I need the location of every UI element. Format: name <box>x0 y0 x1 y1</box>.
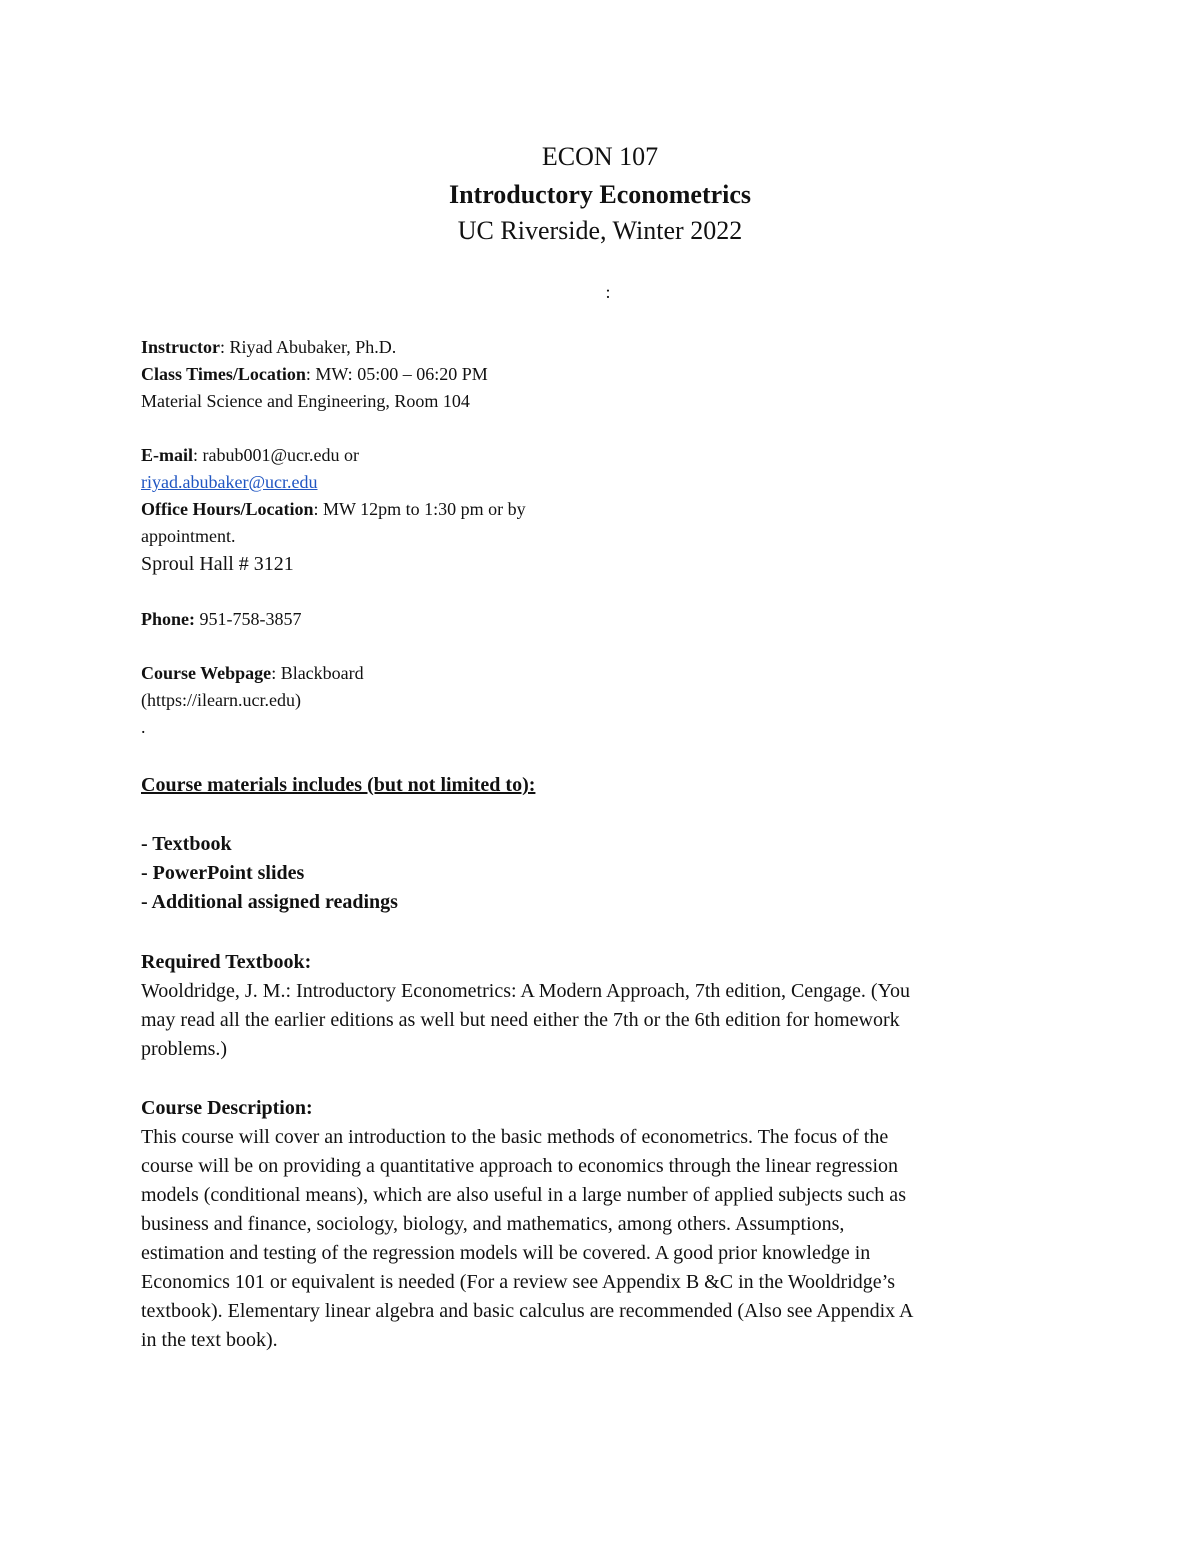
instructor-line <box>141 334 526 361</box>
materials-list <box>141 830 1061 917</box>
separator-mark: : <box>605 282 611 302</box>
textbook-heading: Required Textbook: <box>141 951 312 973</box>
spacer <box>141 579 526 606</box>
textbook-line: Wooldridge, J. M.: Introductory Econometrics: A Modern Approach, 7th edition, Cengage. (You <box>141 980 911 1002</box>
materials-section <box>141 771 1061 917</box>
email-link-line <box>141 469 526 496</box>
list-item: - Additional assigned readings <box>141 891 398 913</box>
instructor-label: Instructor <box>141 337 220 357</box>
phone-line <box>141 606 526 633</box>
description-line: course will be on providing a quantitative approach to economics through the linear regression <box>141 1155 899 1177</box>
description-line: Economics 101 or equivalent is needed (For a review see Appendix B &C in the Wooldridge’s <box>141 1271 895 1293</box>
office-hours-line <box>141 496 526 523</box>
instructor-value: : Riyad Abubaker, Ph.D. <box>220 337 397 357</box>
webpage-dot: . <box>141 717 146 737</box>
spacer <box>141 633 526 660</box>
description-line: textbook). Elementary linear algebra and basic calculus are recommended (Also see Appendix A <box>141 1300 914 1322</box>
list-item: - Textbook <box>141 833 232 855</box>
course-title: Introductory Econometrics <box>448 180 752 209</box>
webpage-value: : Blackboard <box>271 663 364 683</box>
description-heading: Course Description: <box>141 1097 313 1119</box>
textbook-section <box>141 948 1061 1064</box>
email-label: E-mail <box>141 445 193 465</box>
description-section <box>141 1094 1061 1355</box>
description-line: estimation and testing of the regression models will be covered. A good prior knowledge in <box>141 1242 871 1264</box>
class-times-line <box>141 361 526 388</box>
webpage-line <box>141 660 526 687</box>
materials-heading: Course materials includes (but not limited to): <box>141 774 536 796</box>
description-line: models (conditional means), which are also useful in a large number of applied subjects such as <box>141 1184 906 1206</box>
office-room: Sproul Hall # 3121 <box>141 553 294 575</box>
webpage-label: Course Webpage <box>141 663 272 683</box>
class-times-label: Class Times/Location <box>141 364 306 384</box>
phone-value: 951-758-3857 <box>195 609 302 629</box>
spacer <box>141 800 1061 830</box>
description-line: This course will cover an introduction to the basic methods of econometrics. The focus of the <box>141 1126 889 1148</box>
class-room: Material Science and Engineering, Room 104 <box>141 391 470 411</box>
textbook-line: problems.) <box>141 1038 228 1060</box>
instructor-info-block <box>141 334 526 741</box>
textbook-line: may read all the earlier editions as well but need either the 7th or the 6th edition for homework <box>141 1009 900 1031</box>
webpage-url: (https://ilearn.ucr.edu) <box>141 690 301 710</box>
office-hours-label: Office Hours/Location <box>141 499 314 519</box>
email-link[interactable]: riyad.abubaker@ucr.edu <box>141 472 318 492</box>
class-times-value: : MW: 05:00 – 06:20 PM <box>305 364 488 384</box>
email-line <box>141 442 526 469</box>
spacer <box>141 415 526 442</box>
email-value: : rabub001@ucr.edu or <box>193 445 360 465</box>
list-item: - PowerPoint slides <box>141 862 305 884</box>
course-code: ECON 107 <box>541 142 659 171</box>
office-hours-value: : MW 12pm to 1:30 pm or by <box>313 499 526 519</box>
course-term: UC Riverside, Winter 2022 <box>457 216 743 245</box>
phone-label: Phone: <box>141 609 195 629</box>
office-hours-cont: appointment. <box>141 526 236 546</box>
description-line: business and finance, sociology, biology, and mathematics, among others. Assumptions, <box>141 1213 845 1235</box>
description-line: in the text book). <box>141 1329 278 1351</box>
